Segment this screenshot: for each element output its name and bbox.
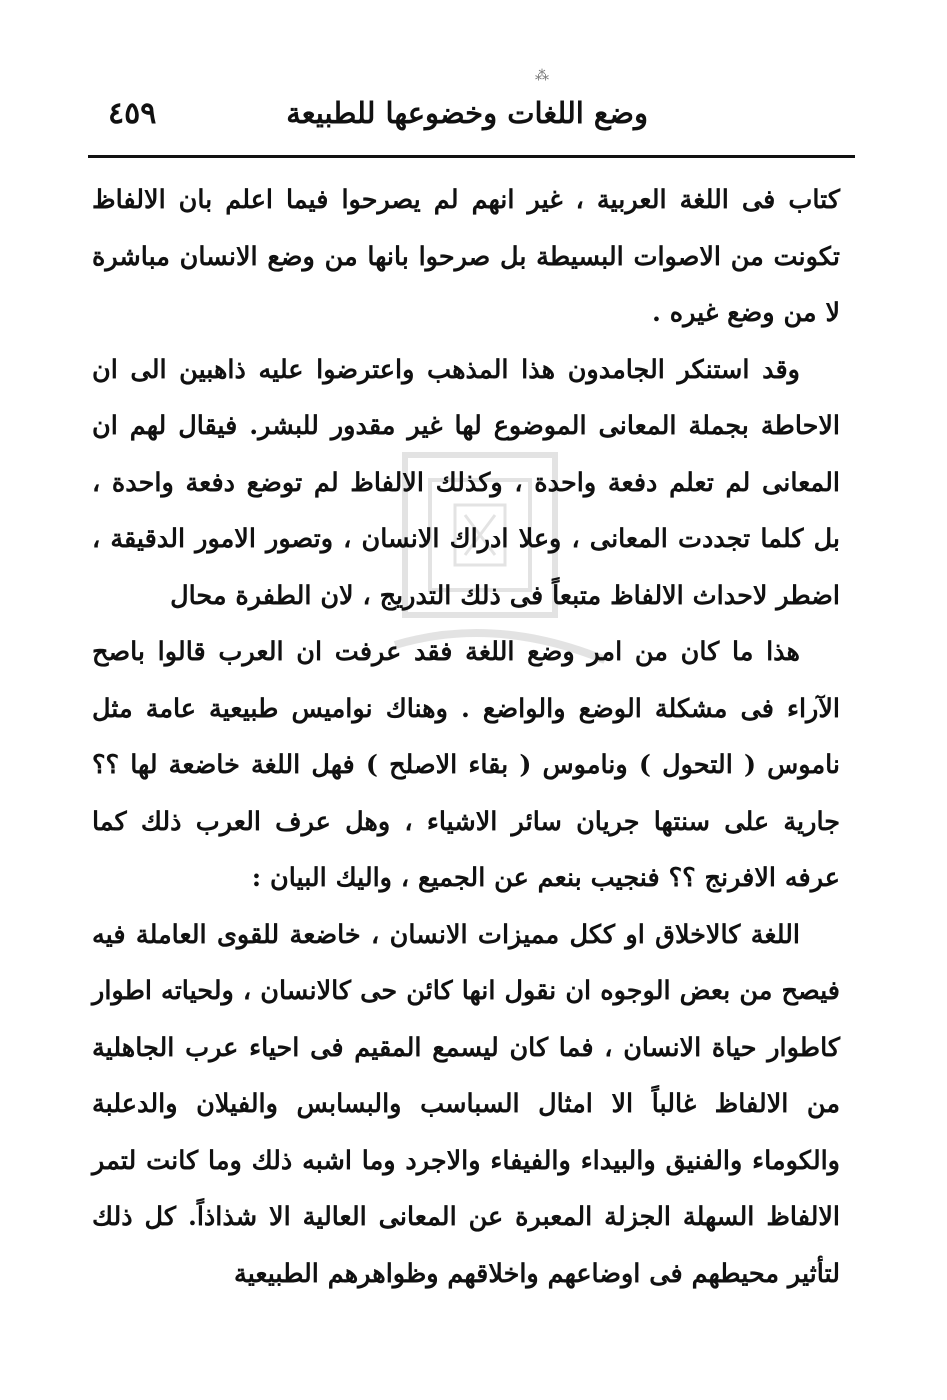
paragraph: كتاب فى اللغة العربية ، غير انهم لم يصرحوا فيما اعلم بان الالفاظ تكونت من الاصوات البسيطة بل صرحوا بانها من وضع الانسان مباشرة لا من وضع غيره . bbox=[92, 185, 840, 328]
body-text bbox=[92, 172, 840, 1302]
page-header bbox=[88, 92, 848, 148]
page-number: ٤٥٩ bbox=[108, 96, 157, 131]
paragraph: وقد استنكر الجامدون هذا المذهب واعترضوا عليه ذاهبين الى ان الاحاطة بجملة المعانى الموضوع لها غير مقدور للبشر. فيقال لهم ان المعانى لم تعلم دفعة واحدة ، وكذلك الالفاظ لم توضع دفعة واحدة ، بل كلما تجددت المعانى ، وعلا ادراك الانسان ، وتصور الامور الدقيقة ، اضطر لاحداث الالفاظ متبعاً فى ذلك التدريج ، لان الطفرة محال bbox=[92, 354, 840, 611]
paragraph: هذا ما كان من امر وضع اللغة فقد عرفت ان العرب قالوا باصح الآراء فى مشكلة الوضع والواضع . وهناك نواميس طبيعية عامة مثل ناموس ( التحول ) وناموس ( بقاء الاصلح ) فهل اللغة خاضعة لها ؟؟ جارية على سنتها جريان سائر الاشياء ، وهل عرف العرب ذلك كما عرفه الافرنج ؟؟ فنجيب بنعم عن الجميع ، واليك البيان : bbox=[92, 637, 840, 893]
running-title: وضع اللغات وخضوعها للطبيعة bbox=[286, 96, 648, 130]
paragraph: اللغة كالاخلاق او ككل مميزات الانسان ، خاضعة للقوى العاملة فيه فيصح من بعض الوجوه ان نقول انها كائن حى كالانسان ، ولحياته اطوار كاطوار حياة الانسان ، فما كان ليسمع المقيم فى احياء عرب الجاهلية من الالفاظ غالباً الا امثال السباسب والبسابس والفيلان والدعلبة والكوماء والفنيق والبيداء والفيفاء والاجرد وما اشبه ذلك وما كانت لتمر الالفاظ السهلة الجزلة المعبرة عن المعانى العالية الا شذاذاً. كل ذلك لتأثير محيطهم فى اوضاعهم واخلاقهم وظواهرهم الطبيعية bbox=[92, 919, 840, 1289]
header-divider bbox=[88, 155, 855, 158]
printer-ornament-icon: ⁂ bbox=[535, 68, 549, 84]
